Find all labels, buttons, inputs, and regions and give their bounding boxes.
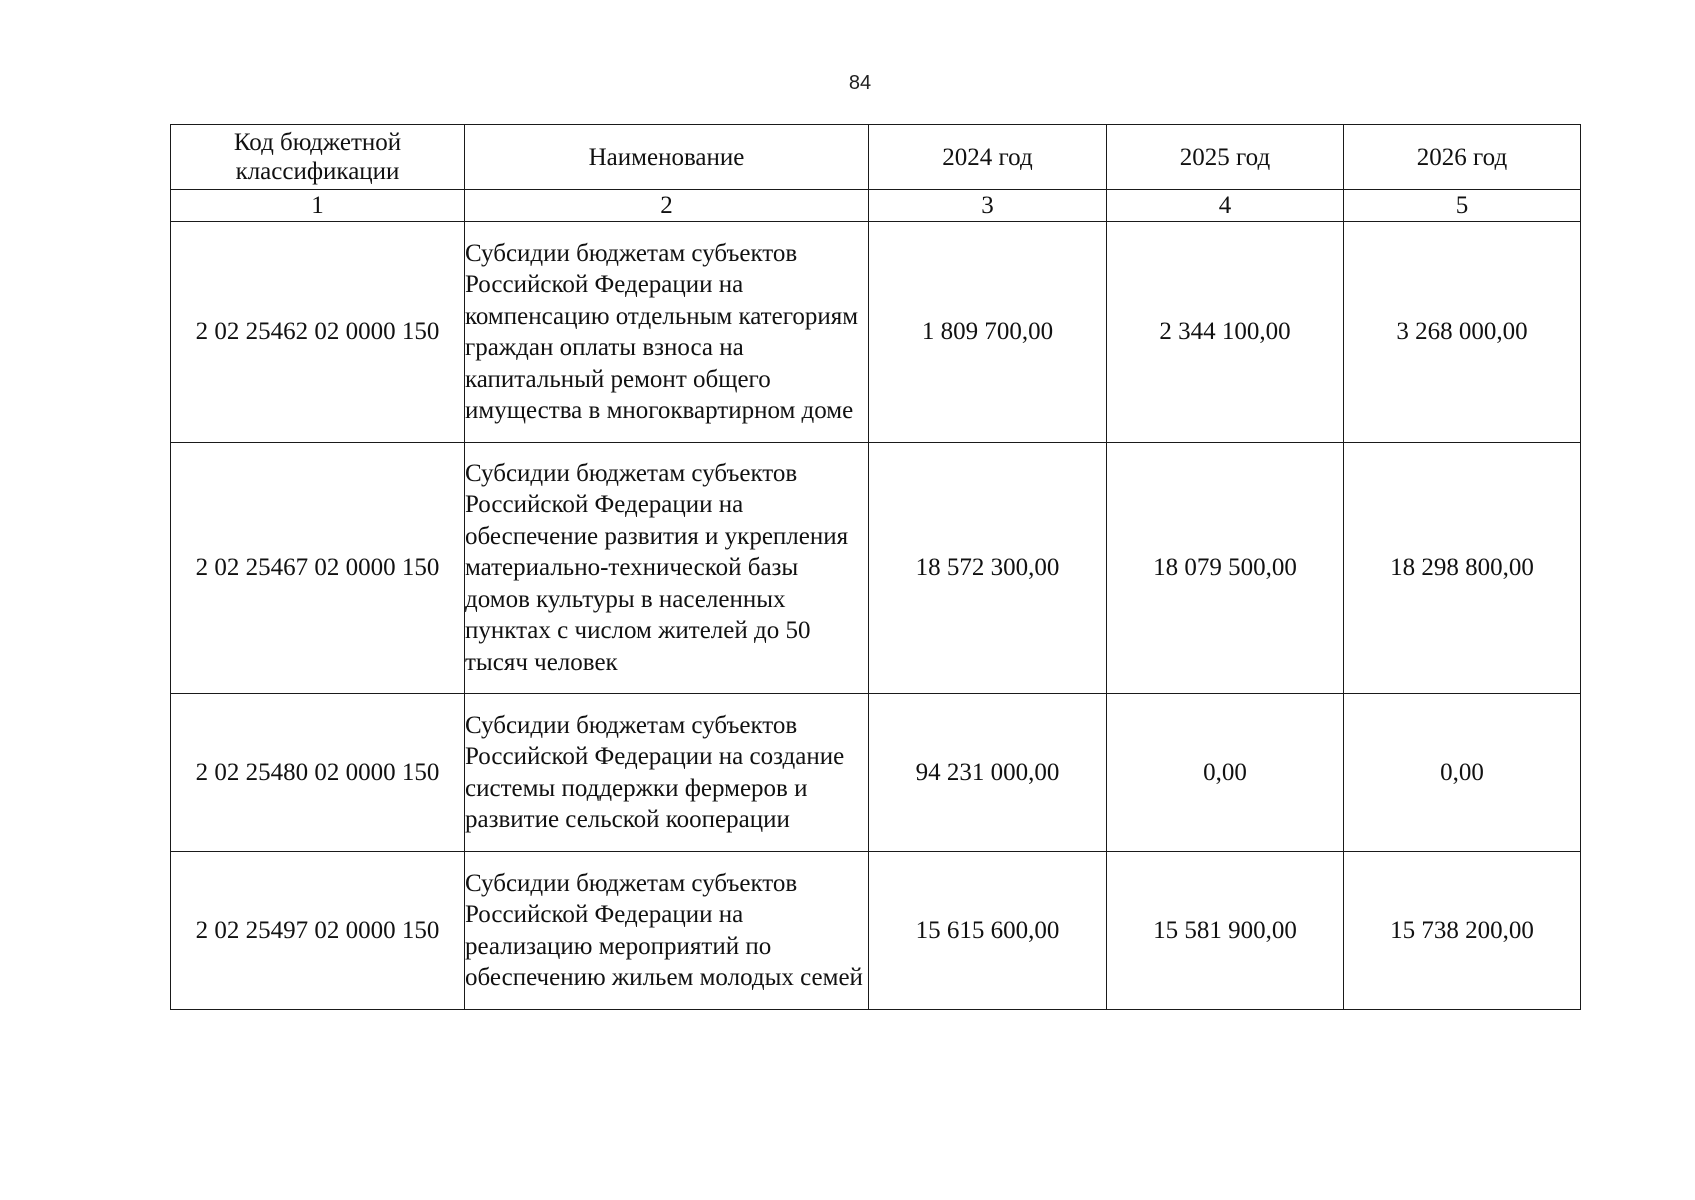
page-number: 84 bbox=[848, 72, 872, 94]
header-year-2026: 2026 год bbox=[1344, 125, 1581, 190]
header-year-2025: 2025 год bbox=[1107, 125, 1344, 190]
budget-table bbox=[170, 124, 1581, 1010]
name-cell: Субсидии бюджетам субъектов Российской Федерации на реализацию мероприятий по обеспечению жильем молодых семей bbox=[465, 852, 869, 1010]
column-number: 1 bbox=[171, 190, 465, 222]
column-number: 5 bbox=[1344, 190, 1581, 222]
column-number: 4 bbox=[1107, 190, 1344, 222]
header-name: Наименование bbox=[465, 125, 869, 190]
budget-code-cell: 2 02 25467 02 0000 150 bbox=[171, 443, 465, 694]
budget-code-cell: 2 02 25480 02 0000 150 bbox=[171, 694, 465, 852]
column-number-row bbox=[171, 190, 1581, 222]
name-cell: Субсидии бюджетам субъектов Российской Федерации на создание системы поддержки фермеров и развитие сельской кооперации bbox=[465, 694, 869, 852]
amount-2024-cell: 18 572 300,00 bbox=[869, 443, 1107, 694]
amount-2024-cell: 15 615 600,00 bbox=[869, 852, 1107, 1010]
name-cell: Субсидии бюджетам субъектов Российской Федерации на компенсацию отдельным категориям граждан оплаты взноса на капитальный ремонт общего имущества в многоквартирном доме bbox=[465, 222, 869, 443]
amount-2025-cell: 15 581 900,00 bbox=[1107, 852, 1344, 1010]
table-row bbox=[171, 443, 1581, 694]
header-year-2024: 2024 год bbox=[869, 125, 1107, 190]
amount-2025-cell: 18 079 500,00 bbox=[1107, 443, 1344, 694]
header-budget-code: Код бюджетной классификации bbox=[171, 125, 465, 190]
table-header-row bbox=[171, 125, 1581, 190]
amount-2024-cell: 1 809 700,00 bbox=[869, 222, 1107, 443]
table-row bbox=[171, 852, 1581, 1010]
budget-code-cell: 2 02 25462 02 0000 150 bbox=[171, 222, 465, 443]
amount-2025-cell: 0,00 bbox=[1107, 694, 1344, 852]
table-row bbox=[171, 222, 1581, 443]
name-cell: Субсидии бюджетам субъектов Российской Федерации на обеспечение развития и укрепления материально-технической базы домов культуры в населенных пунктах с числом жителей до 50 тысяч человек bbox=[465, 443, 869, 694]
amount-2026-cell: 3 268 000,00 bbox=[1344, 222, 1581, 443]
amount-2026-cell: 18 298 800,00 bbox=[1344, 443, 1581, 694]
column-number: 3 bbox=[869, 190, 1107, 222]
amount-2025-cell: 2 344 100,00 bbox=[1107, 222, 1344, 443]
amount-2026-cell: 0,00 bbox=[1344, 694, 1581, 852]
amount-2026-cell: 15 738 200,00 bbox=[1344, 852, 1581, 1010]
column-number: 2 bbox=[465, 190, 869, 222]
table-row bbox=[171, 694, 1581, 852]
budget-code-cell: 2 02 25497 02 0000 150 bbox=[171, 852, 465, 1010]
amount-2024-cell: 94 231 000,00 bbox=[869, 694, 1107, 852]
